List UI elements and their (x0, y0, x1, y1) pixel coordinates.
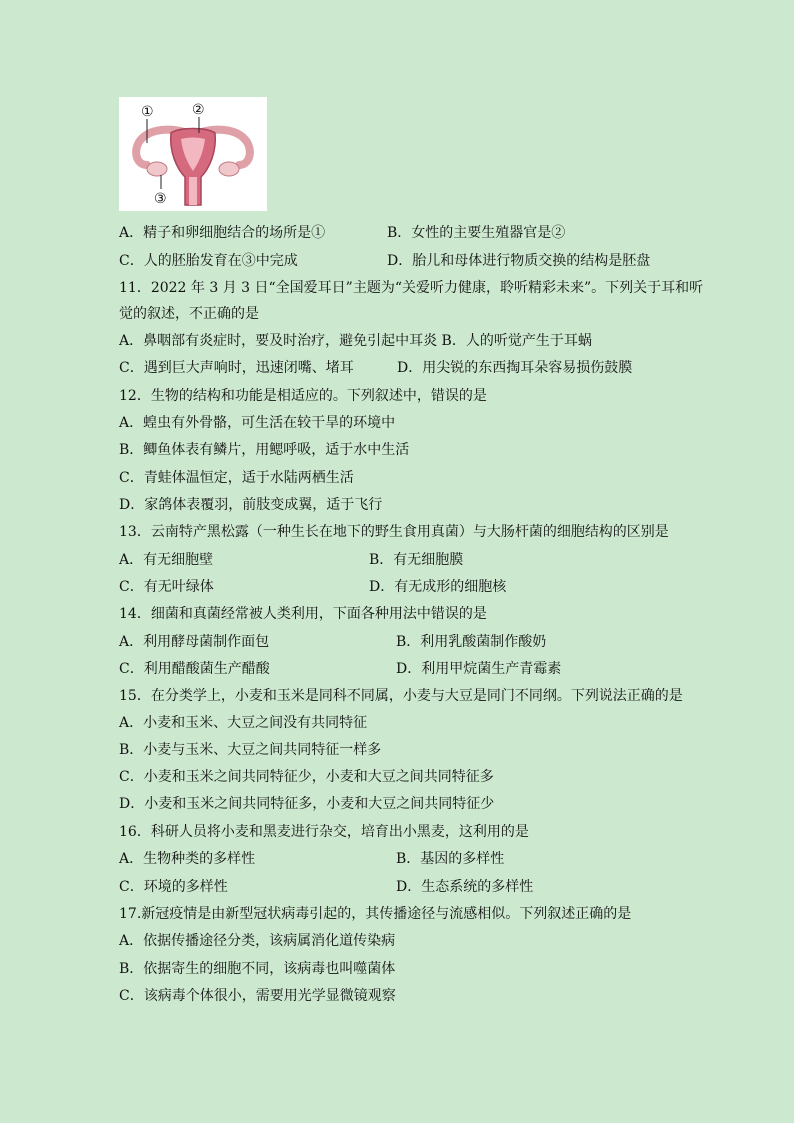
q14-option-a: A．利用酵母菌制作面包 (119, 634, 270, 650)
right-ovary (219, 162, 239, 176)
q11-row-cd (119, 358, 633, 378)
q11-option-d: D．用尖锐的东西掏耳朵容易损伤鼓膜 (397, 360, 633, 376)
figure-label-1: ① (141, 104, 154, 120)
q10-option-b: B．女性的主要生殖器官是② (387, 225, 566, 241)
q16-row-ab (119, 849, 505, 869)
q17-option-a: A．依据传播途径分类，该病属消化道传染病 (119, 933, 396, 949)
q16-option-a: A．生物种类的多样性 (119, 851, 256, 867)
q15-option-c: C．小麦和玉米之间共同特征少，小麦和大豆之间共同特征多 (119, 769, 494, 785)
q10-option-a: A．精子和卵细胞结合的场所是① (119, 225, 326, 241)
q16-stem: 16．科研人员将小麦和黑麦进行杂交，培育出小黑麦，这利用的是 (119, 824, 529, 840)
q15-option-d: D．小麦和玉米之间共同特征多，小麦和大豆之间共同特征少 (119, 796, 495, 812)
q13-option-c: C．有无叶绿体 (119, 579, 214, 595)
q14-row-cd (119, 659, 562, 679)
q16-row-cd (119, 877, 534, 897)
q15-option-a: A．小麦和玉米、大豆之间没有共同特征 (119, 715, 368, 731)
q11-stem-2: 觉的叙述，不正确的是 (119, 306, 259, 322)
left-ovary (147, 162, 167, 176)
q17-option-b: B．依据寄生的细胞不同，该病毒也叫噬菌体 (119, 961, 396, 977)
vagina (189, 177, 197, 205)
uterus-diagram (119, 97, 267, 211)
q12-option-c: C．青蛙体温恒定，适于水陆两栖生活 (119, 470, 354, 486)
q13-row-cd (119, 577, 507, 597)
q16-option-b: B．基因的多样性 (396, 851, 505, 867)
q11-options-ab: A．鼻咽部有炎症时，要及时治疗，避免引起中耳炎 B．人的听觉产生于耳蜗 (119, 333, 592, 349)
q11-option-c: C．遇到巨大声响时，迅速闭嘴、堵耳 (119, 360, 354, 376)
q17-option-c: C．该病毒个体很小，需要用光学显微镜观察 (119, 988, 396, 1004)
q13-row-ab (119, 550, 464, 570)
q13-stem: 13．云南特产黑松露（一种生长在地下的野生食用真菌）与大肠杆菌的细胞结构的区别是 (119, 524, 669, 540)
q14-option-b: B．利用乳酸菌制作酸奶 (396, 634, 547, 650)
q14-option-c: C．利用醋酸菌生产醋酸 (119, 661, 270, 677)
q12-option-d: D．家鸽体表覆羽，前肢变成翼，适于飞行 (119, 497, 383, 513)
figure-label-2: ② (192, 102, 205, 118)
q12-option-b: B．鲫鱼体表有鳞片，用鳃呼吸，适于水中生活 (119, 442, 410, 458)
q13-option-a: A．有无细胞壁 (119, 552, 214, 568)
q14-stem: 14．细菌和真菌经常被人类利用，下面各种用法中错误的是 (119, 606, 487, 622)
q13-option-d: D．有无成形的细胞核 (369, 579, 507, 595)
q10-row-1 (119, 223, 566, 243)
q10-option-c: C．人的胚胎发育在③中完成 (119, 253, 298, 269)
q12-option-a: A．蝗虫有外骨骼，可生活在较干旱的环境中 (119, 415, 396, 431)
q15-stem: 15．在分类学上，小麦和玉米是同科不同属，小麦与大豆是同门不同纲。下列说法正确的是 (119, 688, 683, 704)
q15-option-b: B．小麦与玉米、大豆之间共同特征一样多 (119, 742, 382, 758)
q14-row-ab (119, 632, 547, 652)
reproductive-system-figure (119, 97, 267, 211)
q16-option-c: C．环境的多样性 (119, 879, 228, 895)
q16-option-d: D．生态系统的多样性 (396, 879, 534, 895)
q12-stem: 12．生物的结构和功能是相适应的。下列叙述中，错误的是 (119, 388, 487, 404)
q11-stem-1: 11．2022 年 3 月 3 日“全国爱耳日”主题为“关爱听力健康，聆听精彩未来”。下列关于耳和听 (119, 280, 704, 296)
q14-option-d: D．利用甲烷菌生产青霉素 (396, 661, 562, 677)
figure-label-3: ③ (154, 191, 167, 207)
q17-stem: 17.新冠疫情是由新型冠状病毒引起的，其传播途径与流感相似。下列叙述正确的是 (119, 906, 632, 922)
q10-option-d: D．胎儿和母体进行物质交换的结构是胚盘 (387, 253, 651, 269)
q13-option-b: B．有无细胞膜 (369, 552, 464, 568)
q10-row-2 (119, 251, 651, 271)
